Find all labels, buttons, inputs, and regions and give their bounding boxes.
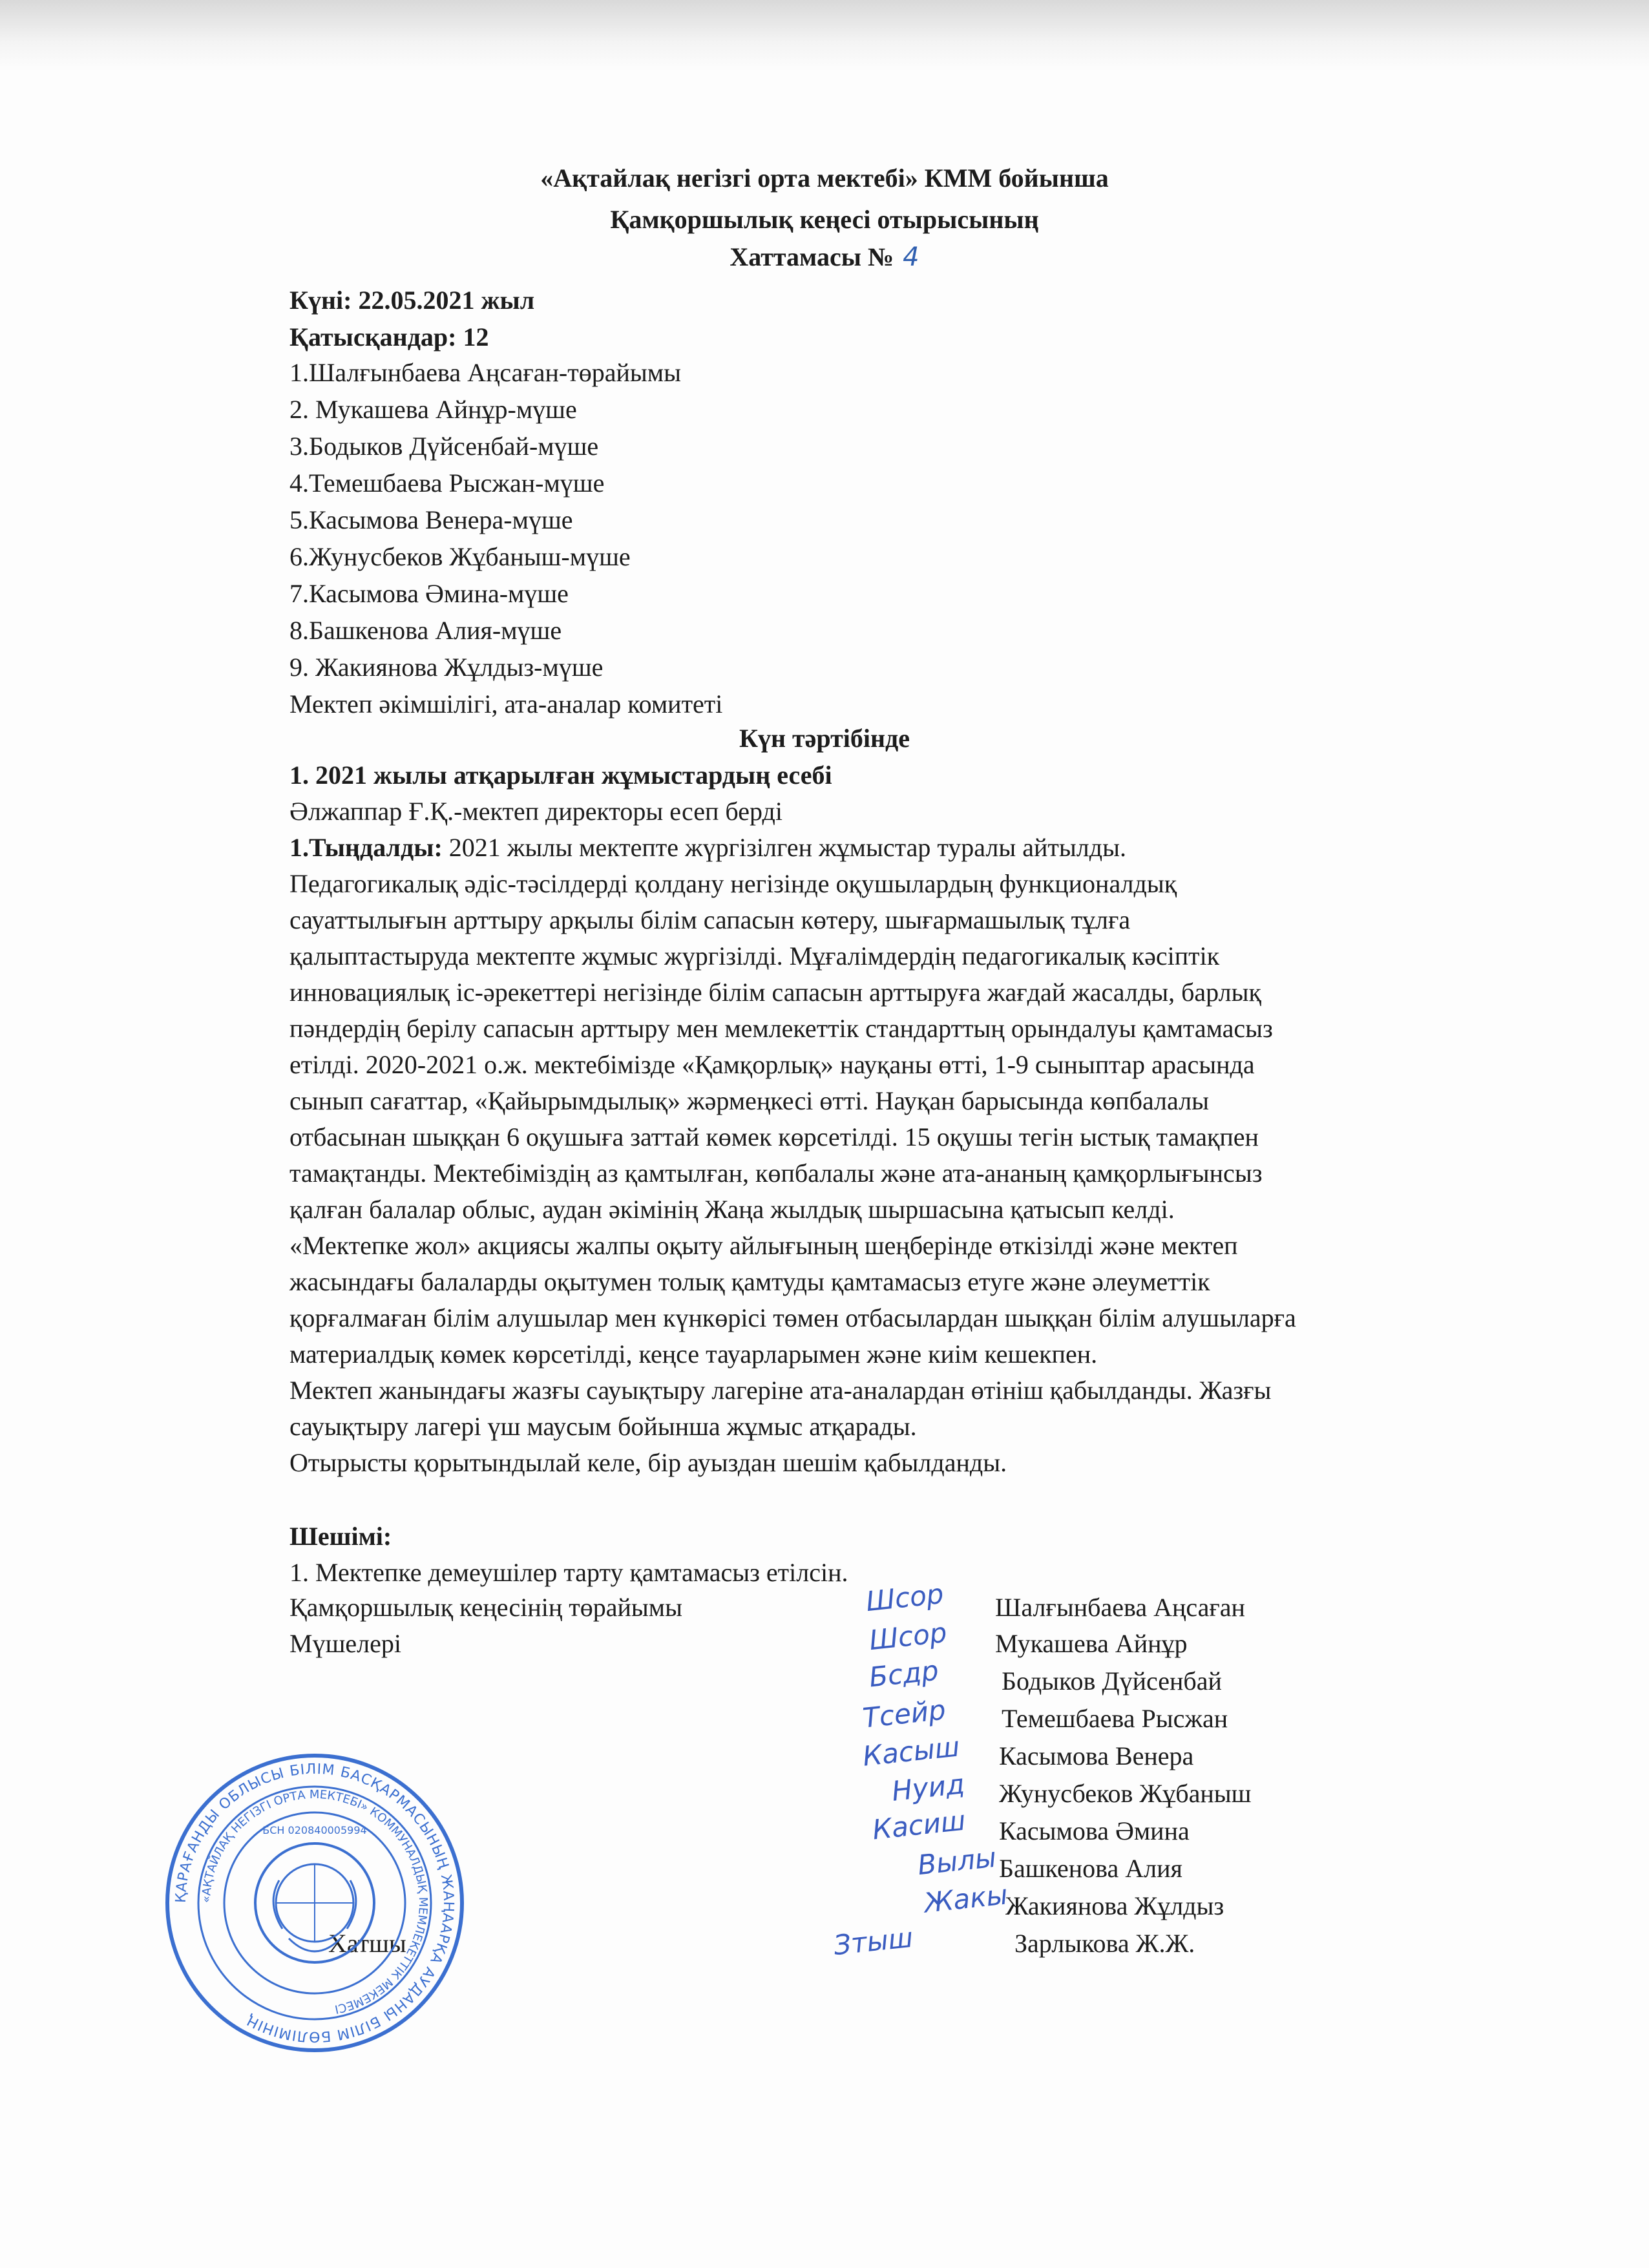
decision-item-1: 1. Мектепке демеушілер тарту қамтамасыз етілсін.	[289, 1558, 848, 1587]
heard-line	[289, 830, 1126, 866]
handwritten-signature: Зтыш	[832, 1921, 915, 1962]
signatory-name: Темешбаева Рысжан	[1002, 1704, 1228, 1733]
stamp-bin: БСН 020840005994	[262, 1824, 367, 1836]
signatory-name: Зарлыкова Ж.Ж.	[1014, 1929, 1195, 1958]
signatory-name: Шалғынбаева Аңсаған	[995, 1593, 1245, 1622]
handwritten-signature: Шсор	[867, 1616, 949, 1657]
body-line: Мектеп жанындағы жазғы сауықтыру лагеріне ата-аналардан өтініш қабылданды. Жазғы	[289, 1376, 1272, 1405]
member-line: Мектеп әкімшілігі, ата-аналар комитеті	[289, 689, 723, 719]
body-line: Отырысты қорытындылай келе, бір ауыздан шешім қабылданды.	[289, 1448, 1007, 1477]
agenda-reporter: Әлжаппар Ғ.Қ.-мектеп директоры есеп берді	[289, 797, 782, 826]
stamp-inner-text: «АҚТАЙЛАҚ НЕГІЗГІ ОРТА МЕКТЕБІ» КОММУНАЛДЫҚ МЕМЛЕКЕТТІК МЕКЕМЕСІ	[199, 1787, 430, 2016]
member-line: 1.Шалғынбаева Аңсаған-төрайымы	[289, 358, 681, 387]
handwritten-signature: Шсор	[864, 1577, 945, 1618]
signatory-name: Жакиянова Жұлдыз	[1005, 1891, 1224, 1920]
handwritten-signature: Тсейр	[861, 1694, 947, 1734]
body-line: сауықтыру лагері үш маусым бойынша жұмыс атқарады.	[289, 1412, 917, 1441]
signatory-name: Жунусбеков Жұбаныш	[999, 1779, 1252, 1808]
handwritten-signature: Касыш	[861, 1730, 961, 1772]
body-line: материалдық көмек көрсетілді, кеңсе тауарларымен және киім кешекпен.	[289, 1339, 1098, 1369]
body-line: етілді. 2020-2021 о.ж. мектебімізде «Қамқорлық» науқаны өтті, 1-9 сыныптар арасында	[289, 1050, 1255, 1079]
stamp-outer-text: ҚАРАҒАНДЫ ОБЛЫСЫ БІЛІМ БАСҚАРМАСЫНЫҢ ЖАҢААРҚА АУДАНЫ БІЛІМ БӨЛІМІНІҢ	[173, 1761, 457, 2045]
member-line: 9. Жакиянова Жұлдыз-мүше	[289, 653, 604, 682]
handwritten-signature: Нуид	[890, 1768, 967, 1807]
official-seal-stamp	[163, 1751, 467, 2055]
signatory-name: Башкенова Алия	[999, 1854, 1182, 1883]
member-line: 8.Башкенова Алия-мүше	[289, 616, 562, 645]
body-line: пәндердің берілу сапасын арттыру мен мемлекеттік стандарттың орындалуы қамтамасыз	[289, 1014, 1273, 1043]
member-line: 3.Бодыков Дүйсенбай-мүше	[289, 432, 599, 461]
protocol-number-handwritten: 4	[903, 242, 919, 272]
signatory-name: Касымова Венера	[999, 1741, 1194, 1770]
header-line-1: «Ақтайлақ негізгі орта мектебі» КММ бойынша	[540, 163, 1109, 193]
members-label: Мүшелері	[289, 1629, 401, 1658]
body-line: қалыптастыруда мектепте жұмыс жүргізілді. Мұғалімдердің педагогикалық кәсіптік	[289, 941, 1220, 971]
meeting-date: Күні: 22.05.2021 жыл	[289, 286, 535, 315]
body-line: тамақтанды. Мектебіміздің аз қамтылған, көпбалалы және ата-ананың қамқорлығынсыз	[289, 1159, 1263, 1188]
body-line: Педагогикалық әдіс-тәсілдерді қолдану негізінде оқушылардың функционалдық	[289, 869, 1177, 898]
agenda-item-1: 1. 2021 жылы атқарылған жұмыстардың есебі	[289, 761, 832, 790]
protocol-title: Хаттамасы №	[730, 242, 894, 271]
agenda-title: Күн тәртібінде	[739, 724, 910, 753]
participants-count: Қатысқандар: 12	[289, 322, 489, 352]
body-line: инновациялық іс-әрекеттері негізінде білім сапасын арттыруға жағдай жасалды, барлық	[289, 978, 1261, 1007]
body-line: отбасынан шыққан 6 оқушыға заттай көмек көрсетілді. 15 оқушы тегін ыстық тамақпен	[289, 1122, 1259, 1151]
header-line-2: Қамқоршылық кеңесі отырысының	[610, 205, 1039, 234]
secretary-label: Хатшы	[328, 1929, 406, 1958]
body-line: сауаттылығын арттыру арқылы білім сапасын көтеру, шығармашылық тұлға	[289, 905, 1131, 934]
handwritten-signature: Касиш	[870, 1804, 967, 1846]
body-line: «Мектепке жол» акциясы жалпы оқыту айлығының шеңберінде өткізілді және мектеп	[289, 1231, 1238, 1260]
member-line: 2. Мукашева Айнұр-мүше	[289, 395, 577, 424]
heard-text: 2021 жылы мектепте жүргізілген жұмыстар туралы айтылды.	[442, 833, 1126, 862]
body-line: қорғалмаған білім алушылар мен күнкөрісі төмен отбасылардан шыққан білім алушыларға	[289, 1303, 1296, 1332]
heard-label: 1.Тыңдалды:	[289, 833, 443, 862]
body-line: қалған балалар облыс, аудан әкімінің Жаңа жылдық шыршасына қатысып келді.	[289, 1195, 1175, 1224]
signatory-name: Мукашева Айнұр	[995, 1629, 1188, 1658]
member-line: 6.Жунусбеков Жұбаныш-мүше	[289, 542, 631, 571]
member-line: 7.Касымова Әмина-мүше	[289, 579, 569, 608]
body-line: жасындағы балаларды оқытумен толық қамтуды қамтамасыз етуге және әлеуметтік	[289, 1267, 1210, 1296]
chair-label: Қамқоршылық кеңесінің төрайымы	[289, 1593, 682, 1622]
signatory-name: Бодыков Дүйсенбай	[1002, 1666, 1222, 1696]
member-line: 4.Темешбаева Рысжан-мүше	[289, 468, 605, 498]
member-line: 5.Касымова Венера-мүше	[289, 505, 573, 534]
signatory-name: Касымова Әмина	[999, 1816, 1190, 1845]
header-line-3	[0, 239, 1649, 275]
body-line: сынып сағаттар, «Қайырымдылық» жәрмеңкесі өтті. Науқан барысында көпбалалы	[289, 1086, 1209, 1115]
handwritten-signature: Вылы	[916, 1841, 998, 1882]
decision-title: Шешімі:	[289, 1522, 392, 1551]
handwritten-signature: Жакы	[922, 1878, 1009, 1919]
handwritten-signature: Бсдр	[867, 1654, 940, 1694]
